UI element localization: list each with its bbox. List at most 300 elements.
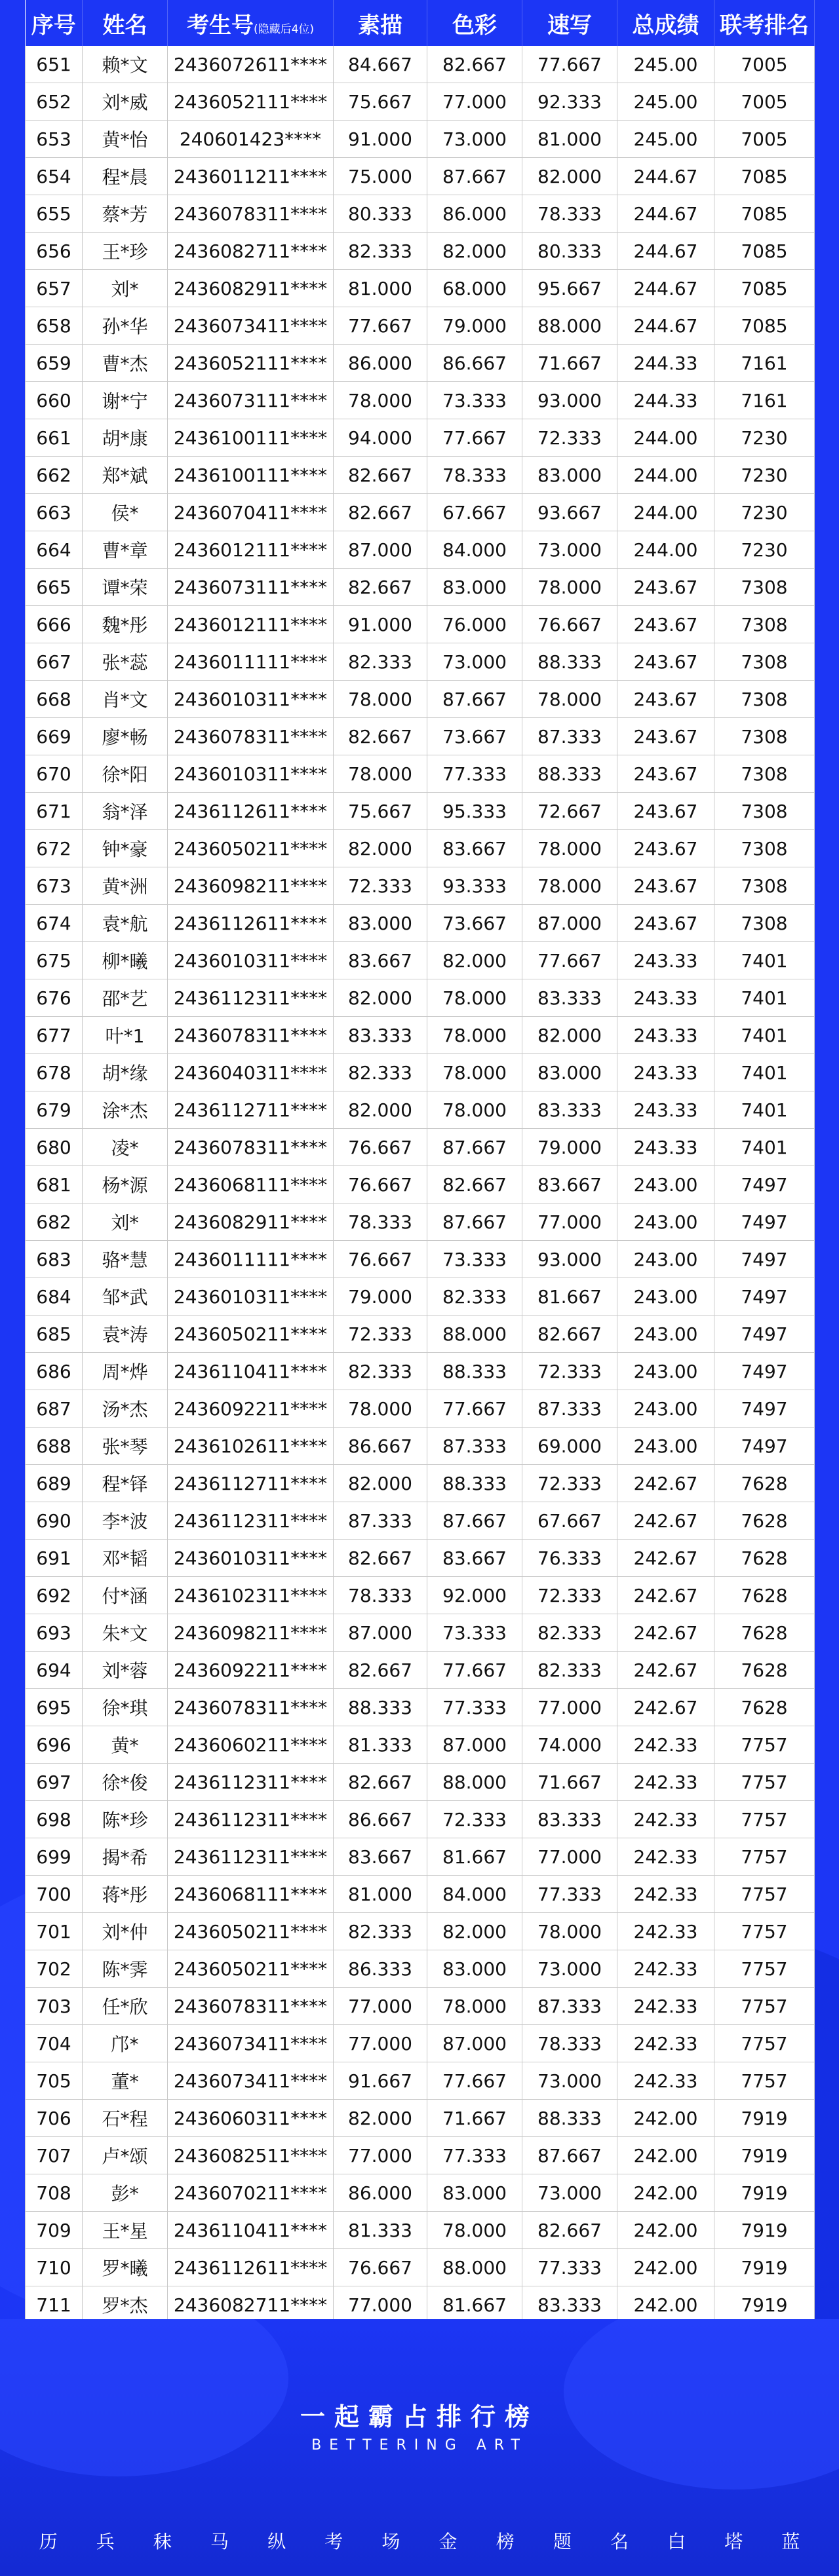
cell-quick-sketch: 83.333 [522,979,617,1017]
cell-total: 242.33 [617,1764,714,1801]
table-row [26,494,815,531]
cell-seq: 686 [26,1353,83,1390]
cell-quick-sketch: 82.333 [522,1652,617,1689]
cell-name: 肖*文 [83,681,168,718]
cell-color: 87.667 [427,681,522,718]
table-row [26,2174,815,2212]
cell-sketch: 82.667 [334,718,427,755]
table-row [26,1465,815,1502]
cell-rank: 7919 [714,2137,815,2174]
cell-color: 77.333 [427,755,522,793]
cell-sketch: 82.333 [334,1913,427,1950]
cell-sketch: 77.000 [334,2286,427,2324]
cell-quick-sketch: 88.333 [522,643,617,681]
cell-name: 徐*琪 [83,1689,168,1726]
cell-quick-sketch: 72.333 [522,1577,617,1614]
cell-quick-sketch: 76.333 [522,1540,617,1577]
cell-exam-id: 2436078311**** [168,1017,334,1054]
cell-seq: 690 [26,1502,83,1540]
cell-color: 78.000 [427,1054,522,1091]
cell-exam-id: 2436112311**** [168,1764,334,1801]
cell-exam-id: 2436040311**** [168,1054,334,1091]
cell-quick-sketch: 76.667 [522,606,617,643]
cell-rank: 7005 [714,46,815,83]
cell-color: 67.667 [427,494,522,531]
table-row [26,1614,815,1652]
cell-total: 243.67 [617,830,714,867]
cell-quick-sketch: 78.000 [522,1913,617,1950]
footer-slogan-char: 名 [610,2531,629,2552]
cell-total: 242.00 [617,2137,714,2174]
table-row [26,270,815,307]
cell-quick-sketch: 78.000 [522,569,617,606]
cell-seq: 691 [26,1540,83,1577]
cell-name: 罗*曦 [83,2249,168,2286]
footer-slogan-char: 题 [553,2531,572,2552]
cell-total: 243.00 [617,1428,714,1465]
cell-name: 程*晨 [83,158,168,195]
table-row [26,1913,815,1950]
cell-sketch: 91.000 [334,606,427,643]
header-quick-sketch: 速写 [522,0,617,46]
table-row [26,1801,815,1838]
cell-color: 81.667 [427,1838,522,1876]
cell-name: 谭*荣 [83,569,168,606]
cell-seq: 671 [26,793,83,830]
cell-color: 95.333 [427,793,522,830]
cell-seq: 654 [26,158,83,195]
cell-sketch: 78.000 [334,382,427,419]
cell-color: 78.333 [427,457,522,494]
cell-total: 243.33 [617,979,714,1017]
cell-rank: 7401 [714,942,815,979]
cell-exam-id: 2436073111**** [168,569,334,606]
cell-sketch: 88.333 [334,1689,427,1726]
cell-exam-id: 2436112311**** [168,1801,334,1838]
table-row [26,1876,815,1913]
cell-name: 孙*华 [83,307,168,345]
cell-rank: 7085 [714,195,815,233]
footer-slogan-char: 蓝 [781,2531,800,2552]
cell-exam-id: 2436010311**** [168,681,334,718]
cell-name: 刘*仲 [83,1913,168,1950]
cell-rank: 7757 [714,1988,815,2025]
cell-name: 袁*涛 [83,1316,168,1353]
cell-quick-sketch: 77.000 [522,1838,617,1876]
cell-color: 83.000 [427,2174,522,2212]
cell-quick-sketch: 87.333 [522,718,617,755]
cell-seq: 664 [26,531,83,569]
cell-name: 翁*泽 [83,793,168,830]
cell-exam-id: 2436112711**** [168,1091,334,1129]
cell-color: 68.000 [427,270,522,307]
table-row [26,905,815,942]
cell-total: 243.67 [617,755,714,793]
table-row [26,1950,815,1988]
cell-seq: 675 [26,942,83,979]
cell-name: 刘* [83,1203,168,1241]
cell-rank: 7628 [714,1689,815,1726]
cell-name: 石*程 [83,2100,168,2137]
cell-color: 73.667 [427,905,522,942]
cell-name: 徐*俊 [83,1764,168,1801]
cell-total: 243.67 [617,793,714,830]
cell-total: 244.00 [617,531,714,569]
cell-sketch: 76.667 [334,2249,427,2286]
table-row [26,681,815,718]
cell-color: 78.000 [427,979,522,1017]
cell-rank: 7085 [714,233,815,270]
header-seq: 序号 [26,0,83,46]
cell-rank: 7628 [714,1577,815,1614]
cell-seq: 662 [26,457,83,494]
cell-sketch: 82.333 [334,1353,427,1390]
table-row [26,2100,815,2137]
cell-exam-id: 2436100111**** [168,419,334,457]
cell-seq: 706 [26,2100,83,2137]
cell-sketch: 77.000 [334,1988,427,2025]
cell-name: 陈*霁 [83,1950,168,1988]
footer-slogan-char: 场 [381,2531,400,2552]
cell-exam-id: 2436110411**** [168,2212,334,2249]
cell-rank: 7757 [714,2025,815,2062]
cell-quick-sketch: 83.000 [522,457,617,494]
cell-seq: 704 [26,2025,83,2062]
cell-color: 77.667 [427,2062,522,2100]
cell-name: 任*欣 [83,1988,168,2025]
cell-rank: 7628 [714,1614,815,1652]
cell-total: 244.67 [617,158,714,195]
table-row [26,233,815,270]
table-row [26,1428,815,1465]
header-exam-id-note: (隐藏后4位) [253,22,315,36]
table-row [26,718,815,755]
cell-total: 242.33 [617,1876,714,1913]
cell-sketch: 87.333 [334,1502,427,1540]
cell-name: 程*铎 [83,1465,168,1502]
cell-total: 245.00 [617,83,714,121]
cell-color: 87.667 [427,1129,522,1166]
cell-total: 242.33 [617,1838,714,1876]
cell-exam-id: 2436082511**** [168,2137,334,2174]
cell-rank: 7308 [714,681,815,718]
table-row [26,1390,815,1428]
cell-seq: 677 [26,1017,83,1054]
cell-quick-sketch: 77.667 [522,942,617,979]
table-row [26,195,815,233]
cell-rank: 7308 [714,606,815,643]
cell-seq: 687 [26,1390,83,1428]
cell-seq: 697 [26,1764,83,1801]
cell-color: 83.000 [427,569,522,606]
cell-seq: 672 [26,830,83,867]
cell-color: 83.000 [427,1950,522,1988]
cell-quick-sketch: 92.333 [522,83,617,121]
cell-sketch: 83.667 [334,942,427,979]
cell-rank: 7161 [714,345,815,382]
cell-sketch: 77.000 [334,2025,427,2062]
cell-rank: 7230 [714,457,815,494]
cell-color: 78.000 [427,1988,522,2025]
cell-quick-sketch: 77.333 [522,2249,617,2286]
cell-total: 243.00 [617,1316,714,1353]
cell-exam-id: 2436112311**** [168,1838,334,1876]
cell-total: 243.67 [617,643,714,681]
table-row [26,1316,815,1353]
cell-exam-id: 2436052111**** [168,345,334,382]
footer [0,2319,839,2576]
cell-quick-sketch: 83.333 [522,1091,617,1129]
cell-name: 黄*怡 [83,121,168,158]
cell-name: 付*涵 [83,1577,168,1614]
cell-color: 82.000 [427,1913,522,1950]
header-rank: 联考排名 [714,0,815,46]
cell-quick-sketch: 77.333 [522,1876,617,1913]
cell-color: 77.667 [427,1390,522,1428]
cell-color: 78.000 [427,1091,522,1129]
cell-exam-id: 2436078311**** [168,1689,334,1726]
cell-exam-id: 2436010311**** [168,1540,334,1577]
cell-name: 彭* [83,2174,168,2212]
cell-rank: 7230 [714,419,815,457]
cell-exam-id: 2436050211**** [168,1950,334,1988]
footer-title: 一起霸占排行榜 [300,2402,539,2431]
cell-seq: 676 [26,979,83,1017]
table-header-row [26,0,815,46]
cell-sketch: 87.000 [334,531,427,569]
cell-sketch: 75.000 [334,158,427,195]
cell-rank: 7497 [714,1203,815,1241]
cell-rank: 7628 [714,1502,815,1540]
cell-total: 243.33 [617,1017,714,1054]
cell-name: 郑*斌 [83,457,168,494]
cell-total: 242.67 [617,1689,714,1726]
cell-sketch: 77.667 [334,307,427,345]
cell-rank: 7005 [714,121,815,158]
cell-rank: 7497 [714,1353,815,1390]
cell-sketch: 75.667 [334,83,427,121]
cell-seq: 678 [26,1054,83,1091]
cell-color: 86.000 [427,195,522,233]
cell-sketch: 82.667 [334,1764,427,1801]
cell-total: 244.00 [617,494,714,531]
header-exam-id [168,0,334,46]
cell-seq: 703 [26,1988,83,2025]
cell-color: 82.333 [427,1278,522,1316]
cell-total: 242.00 [617,2249,714,2286]
cell-quick-sketch: 81.667 [522,1278,617,1316]
cell-total: 243.67 [617,569,714,606]
cell-total: 242.67 [617,1502,714,1540]
footer-slogan-char: 白 [667,2531,686,2552]
cell-quick-sketch: 82.667 [522,2212,617,2249]
cell-sketch: 82.000 [334,830,427,867]
cell-rank: 7757 [714,2062,815,2100]
cell-exam-id: 2436060211**** [168,1726,334,1764]
footer-slogan-char: 秣 [153,2531,172,2552]
cell-total: 245.00 [617,46,714,83]
table-row [26,1091,815,1129]
cell-rank: 7230 [714,531,815,569]
table-row [26,1241,815,1278]
cell-rank: 7757 [714,1764,815,1801]
cell-color: 72.333 [427,1801,522,1838]
cell-exam-id: 2436112611**** [168,2249,334,2286]
cell-name: 涂*杰 [83,1091,168,1129]
header-sketch: 素描 [334,0,427,46]
cell-rank: 7497 [714,1241,815,1278]
cell-quick-sketch: 72.333 [522,1353,617,1390]
cell-total: 242.67 [617,1465,714,1502]
cell-sketch: 72.333 [334,867,427,905]
cell-exam-id: 2436073111**** [168,382,334,419]
cell-color: 79.000 [427,307,522,345]
cell-quick-sketch: 95.667 [522,270,617,307]
table-row [26,793,815,830]
score-table-container [25,0,814,2324]
cell-color: 76.000 [427,606,522,643]
cell-sketch: 81.000 [334,270,427,307]
cell-rank: 7497 [714,1428,815,1465]
cell-quick-sketch: 78.333 [522,2025,617,2062]
cell-seq: 685 [26,1316,83,1353]
cell-exam-id: 2436098211**** [168,1614,334,1652]
table-row [26,2025,815,2062]
cell-seq: 694 [26,1652,83,1689]
cell-sketch: 76.667 [334,1166,427,1203]
cell-total: 243.00 [617,1353,714,1390]
cell-name: 胡*缘 [83,1054,168,1091]
cell-sketch: 82.667 [334,569,427,606]
cell-rank: 7085 [714,270,815,307]
cell-exam-id: 2436012111**** [168,531,334,569]
cell-total: 243.33 [617,1129,714,1166]
cell-exam-id: 2436070411**** [168,494,334,531]
cell-total: 242.67 [617,1652,714,1689]
cell-rank: 7919 [714,2212,815,2249]
table-row [26,2137,815,2174]
cell-sketch: 82.333 [334,233,427,270]
footer-subtitle: BETTERING ART [311,2437,528,2453]
cell-sketch: 91.000 [334,121,427,158]
cell-name: 张*琴 [83,1428,168,1465]
cell-total: 243.67 [617,681,714,718]
cell-color: 88.333 [427,1465,522,1502]
cell-seq: 653 [26,121,83,158]
cell-seq: 668 [26,681,83,718]
table-row [26,643,815,681]
cell-quick-sketch: 73.000 [522,2174,617,2212]
score-table [25,0,815,2324]
cell-color: 73.000 [427,121,522,158]
table-row [26,867,815,905]
cell-color: 87.667 [427,1502,522,1540]
table-row [26,1203,815,1241]
cell-color: 73.333 [427,382,522,419]
cell-seq: 689 [26,1465,83,1502]
cell-rank: 7628 [714,1465,815,1502]
cell-color: 93.333 [427,867,522,905]
cell-quick-sketch: 73.000 [522,531,617,569]
cell-exam-id: 2436082911**** [168,270,334,307]
cell-name: 刘*蓉 [83,1652,168,1689]
cell-exam-id: 2436012111**** [168,606,334,643]
cell-name: 胡*康 [83,419,168,457]
cell-exam-id: 240601423**** [168,121,334,158]
cell-name: 王*珍 [83,233,168,270]
cell-quick-sketch: 87.333 [522,1988,617,2025]
cell-name: 董* [83,2062,168,2100]
cell-sketch: 78.000 [334,1390,427,1428]
cell-rank: 7230 [714,494,815,531]
cell-name: 赖*文 [83,46,168,83]
cell-sketch: 72.333 [334,1316,427,1353]
table-row [26,830,815,867]
table-row [26,121,815,158]
cell-exam-id: 2436112711**** [168,1465,334,1502]
cell-rank: 7085 [714,307,815,345]
table-row [26,1764,815,1801]
cell-total: 242.33 [617,1913,714,1950]
cell-seq: 663 [26,494,83,531]
cell-quick-sketch: 69.000 [522,1428,617,1465]
cell-sketch: 82.000 [334,979,427,1017]
table-row [26,1166,815,1203]
cell-color: 83.667 [427,830,522,867]
table-row [26,307,815,345]
cell-name: 黄* [83,1726,168,1764]
cell-color: 88.000 [427,2249,522,2286]
cell-seq: 683 [26,1241,83,1278]
cell-color: 82.000 [427,942,522,979]
cell-total: 243.67 [617,905,714,942]
cell-quick-sketch: 93.000 [522,1241,617,1278]
cell-seq: 657 [26,270,83,307]
cell-color: 71.667 [427,2100,522,2137]
cell-exam-id: 2436011111**** [168,643,334,681]
cell-exam-id: 2436068111**** [168,1876,334,1913]
cell-name: 陈*珍 [83,1801,168,1838]
cell-quick-sketch: 88.333 [522,755,617,793]
cell-rank: 7161 [714,382,815,419]
footer-slogan-char: 塔 [724,2531,743,2552]
cell-sketch: 78.000 [334,681,427,718]
cell-quick-sketch: 77.667 [522,46,617,83]
cell-seq: 655 [26,195,83,233]
cell-total: 244.33 [617,382,714,419]
cell-name: 邵*艺 [83,979,168,1017]
cell-sketch: 81.333 [334,1726,427,1764]
cell-quick-sketch: 72.667 [522,793,617,830]
cell-quick-sketch: 71.667 [522,345,617,382]
cell-seq: 659 [26,345,83,382]
cell-color: 73.333 [427,1241,522,1278]
cell-rank: 7628 [714,1652,815,1689]
cell-rank: 7401 [714,1054,815,1091]
cell-seq: 661 [26,419,83,457]
cell-name: 曹*杰 [83,345,168,382]
cell-rank: 7308 [714,569,815,606]
table-row [26,1726,815,1764]
cell-color: 81.667 [427,2286,522,2324]
header-total: 总成绩 [617,0,714,46]
cell-seq: 701 [26,1913,83,1950]
cell-sketch: 82.667 [334,494,427,531]
cell-quick-sketch: 72.333 [522,1465,617,1502]
cell-exam-id: 2436010311**** [168,942,334,979]
cell-quick-sketch: 83.000 [522,1054,617,1091]
cell-exam-id: 2436011111**** [168,1241,334,1278]
